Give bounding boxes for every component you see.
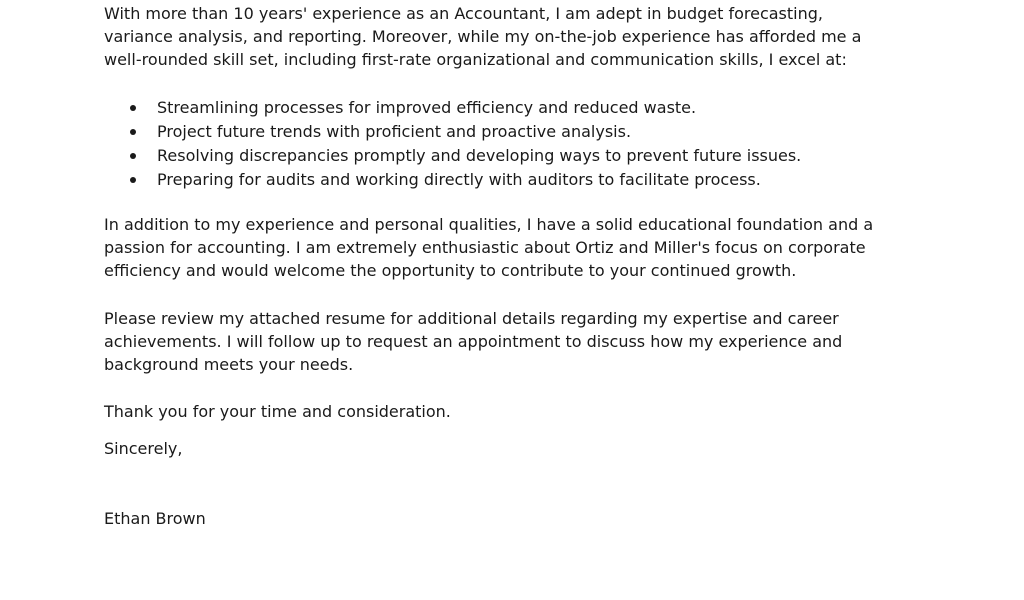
intro-line: variance analysis, and reporting. Moreover, while my on-the-job experience has afforded me a: [104, 27, 862, 46]
bullet-item: [104, 96, 801, 120]
intro-paragraph: [104, 2, 861, 71]
education-line: passion for accounting. I am extremely enthusiastic about Ortiz and Miller's focus on corporate: [104, 238, 866, 257]
bullet-text: Project future trends with proficient and proactive analysis.: [157, 122, 632, 141]
thanks-line: Thank you for your time and consideration.: [104, 402, 451, 421]
skills-bullet-list: [104, 96, 801, 192]
resume-line: background meets your needs.: [104, 355, 354, 374]
bullet-text: Resolving discrepancies promptly and developing ways to prevent future issues.: [157, 146, 802, 165]
intro-line: With more than 10 years' experience as an Accountant, I am adept in budget forecasting,: [104, 4, 823, 23]
education-line: efficiency and would welcome the opportunity to contribute to your continued growth.: [104, 261, 797, 280]
resume-line: achievements. I will follow up to request an appointment to discuss how my experience and: [104, 332, 843, 351]
bullet-text: Preparing for audits and working directly with auditors to facilitate process.: [157, 170, 761, 189]
bullet-dot-icon: [130, 177, 136, 183]
bullet-item: [104, 120, 801, 144]
resume-paragraph: [104, 307, 842, 376]
bullet-item: [104, 144, 801, 168]
closing-line: Sincerely,: [104, 439, 183, 458]
intro-line: well-rounded skill set, including first-rate organizational and communication skills, I excel at:: [104, 50, 847, 69]
bullet-text: Streamlining processes for improved efficiency and reduced waste.: [157, 98, 697, 117]
education-line: In addition to my experience and personal qualities, I have a solid educational foundation and a: [104, 215, 874, 234]
bullet-dot-icon: [130, 153, 136, 159]
bullet-dot-icon: [130, 129, 136, 135]
resume-line: Please review my attached resume for additional details regarding my expertise and career: [104, 309, 839, 328]
signature-name: Ethan Brown: [104, 509, 206, 528]
education-paragraph: [104, 213, 873, 282]
bullet-item: [104, 168, 801, 192]
bullet-dot-icon: [130, 105, 136, 111]
